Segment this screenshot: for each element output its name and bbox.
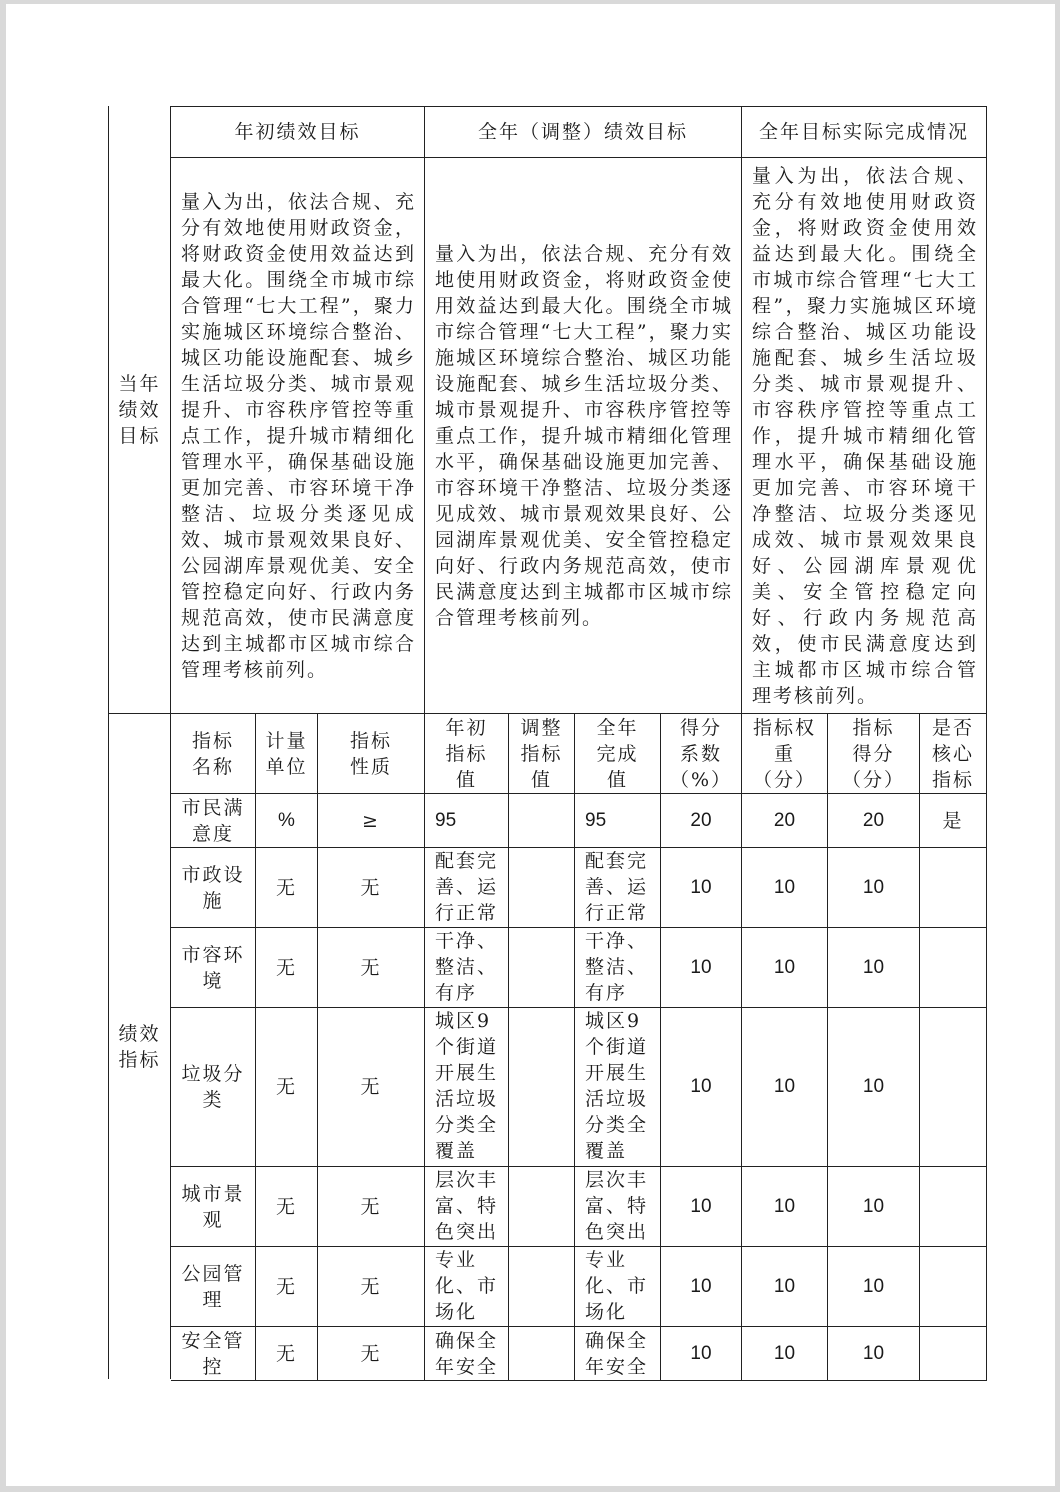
cell-name: 市容环 境: [171, 928, 256, 1008]
cell-score: 10: [828, 848, 920, 928]
header-nature: 指标 性质: [318, 714, 425, 794]
cell-core: [920, 1327, 987, 1381]
cell-coef: 10: [661, 928, 742, 1008]
cell-completed: 95: [575, 794, 661, 848]
cell-core: 是: [920, 794, 987, 848]
header-initial-value: 年初 指标 值: [425, 714, 509, 794]
cell-initial: 95: [425, 794, 509, 848]
cell-adjusted: [509, 794, 575, 848]
cell-completed: 配套完 善、运 行正常: [575, 848, 661, 928]
cell-completed: 层次丰 富、特 色突出: [575, 1167, 661, 1247]
cell-weight: 10: [742, 848, 828, 928]
cell-completed: 确保全 年安全: [575, 1327, 661, 1381]
cell-weight: 20: [742, 794, 828, 848]
cell-nature: 无: [318, 928, 425, 1008]
header-initial-goal: 年初绩效目标: [171, 106, 425, 158]
row-label-annual-goals: 当年 绩效 目标: [108, 106, 171, 714]
cell-name: 垃圾分 类: [171, 1008, 256, 1167]
adjusted-goal-text: 量入为出，依法合规、充分有效地使用财政资金，将财政资金使用效益达到最大化。围绕全市城市综合管理“七大工程”，聚力实施城区环境综合整治、城区功能设施配套、城乡生活垃圾分类、城市景观提升、市容秩序管控等重点工作，提升城市精细化管理水平，确保基础设施更加完善、市容环境干净整洁、垃圾分类逐见成效、城市景观效果良好、公园湖库景观优美、安全管控稳定向好、行政内务规范高效，使市民满意度达到主城都市区城市综合管理考核前列。: [425, 158, 742, 714]
cell-score: 10: [828, 1008, 920, 1167]
header-indicator-name: 指标 名称: [171, 714, 256, 794]
cell-coef: 20: [661, 794, 742, 848]
header-actual-completion: 全年目标实际完成情况: [742, 106, 987, 158]
cell-score: 10: [828, 928, 920, 1008]
cell-coef: 10: [661, 848, 742, 928]
cell-nature: 无: [318, 1167, 425, 1247]
cell-core: [920, 848, 987, 928]
header-weight: 指标权 重 （分）: [742, 714, 828, 794]
cell-weight: 10: [742, 928, 828, 1008]
cell-adjusted: [509, 1327, 575, 1381]
header-indicator-score: 指标 得分 （分）: [828, 714, 920, 794]
cell-nature: ≥: [318, 794, 425, 848]
cell-core: [920, 928, 987, 1008]
cell-weight: 10: [742, 1167, 828, 1247]
cell-name: 市民满 意度: [171, 794, 256, 848]
cell-core: [920, 1247, 987, 1327]
cell-unit: 无: [256, 1167, 318, 1247]
cell-initial: 层次丰 富、特 色突出: [425, 1167, 509, 1247]
cell-unit: 无: [256, 848, 318, 928]
cell-weight: 10: [742, 1247, 828, 1327]
cell-completed: 干净、 整洁、 有序: [575, 928, 661, 1008]
header-completed-value: 全年 完成 值: [575, 714, 661, 794]
cell-weight: 10: [742, 1008, 828, 1167]
cell-score: 10: [828, 1167, 920, 1247]
cell-name: 公园管 理: [171, 1247, 256, 1327]
initial-goal-text: 量入为出，依法合规、充分有效地使用财政资金，将财政资金使用效益达到最大化。围绕全市城市综合管理“七大工程”，聚力实施城区环境综合整治、城区功能设施配套、城乡生活垃圾分类、城市景观提升、市容秩序管控等重点工作，提升城市精细化管理水平，确保基础设施更加完善、市容环境干净整洁、垃圾分类逐见成效、城市景观效果良好、公园湖库景观优美、安全管控稳定向好、行政内务规范高效，使市民满意度达到主城都市区城市综合管理考核前列。: [171, 158, 425, 714]
cell-unit: 无: [256, 1327, 318, 1381]
cell-unit: 无: [256, 1247, 318, 1327]
cell-completed: 专业 化、市 场化: [575, 1247, 661, 1327]
cell-nature: 无: [318, 1008, 425, 1167]
actual-completion-text: 量入为出，依法合规、充分有效地使用财政资金，将财政资金使用效益达到最大化。围绕全市城市综合管理“七大工程”，聚力实施城区环境综合整治、城区功能设施配套、城乡生活垃圾分类、城市景观提升、市容秩序管控等重点工作，提升城市精细化管理水平，确保基础设施更加完善、市容环境干净整洁、垃圾分类逐见成效、城市景观效果良好、公园湖库景观优美、安全管控稳定向好、行政内务规范高效，使市民满意度达到主城都市区城市综合管理考核前列。: [742, 158, 987, 714]
cell-unit: 无: [256, 1008, 318, 1167]
cell-nature: 无: [318, 1247, 425, 1327]
cell-core: [920, 1167, 987, 1247]
cell-coef: 10: [661, 1327, 742, 1381]
header-score-coefficient: 得分 系数 （%）: [661, 714, 742, 794]
header-core-indicator: 是否 核心 指标: [920, 714, 987, 794]
row-label-indicators: 绩效 指标: [108, 714, 171, 1379]
cell-adjusted: [509, 928, 575, 1008]
cell-name: 城市景 观: [171, 1167, 256, 1247]
cell-nature: 无: [318, 848, 425, 928]
cell-name: 安全管 控: [171, 1327, 256, 1381]
cell-nature: 无: [318, 1327, 425, 1381]
cell-adjusted: [509, 1167, 575, 1247]
cell-adjusted: [509, 1247, 575, 1327]
cell-adjusted: [509, 848, 575, 928]
cell-adjusted: [509, 1008, 575, 1167]
cell-coef: 10: [661, 1167, 742, 1247]
header-adjusted-goal: 全年（调整）绩效目标: [425, 106, 742, 158]
header-adjusted-value: 调整 指标 值: [509, 714, 575, 794]
cell-name: 市政设 施: [171, 848, 256, 928]
cell-weight: 10: [742, 1327, 828, 1381]
cell-coef: 10: [661, 1247, 742, 1327]
cell-score: 10: [828, 1247, 920, 1327]
cell-completed: 城区9 个街道 开展生 活垃圾 分类全 覆盖: [575, 1008, 661, 1167]
cell-coef: 10: [661, 1008, 742, 1167]
cell-initial: 确保全 年安全: [425, 1327, 509, 1381]
cell-initial: 干净、 整洁、 有序: [425, 928, 509, 1008]
cell-initial: 配套完 善、运 行正常: [425, 848, 509, 928]
cell-initial: 专业 化、市 场化: [425, 1247, 509, 1327]
cell-unit: 无: [256, 928, 318, 1008]
header-unit: 计量 单位: [256, 714, 318, 794]
cell-core: [920, 1008, 987, 1167]
cell-unit: %: [256, 794, 318, 848]
cell-score: 10: [828, 1327, 920, 1381]
cell-initial: 城区9 个街道 开展生 活垃圾 分类全 覆盖: [425, 1008, 509, 1167]
performance-table: [108, 106, 987, 1379]
cell-score: 20: [828, 794, 920, 848]
